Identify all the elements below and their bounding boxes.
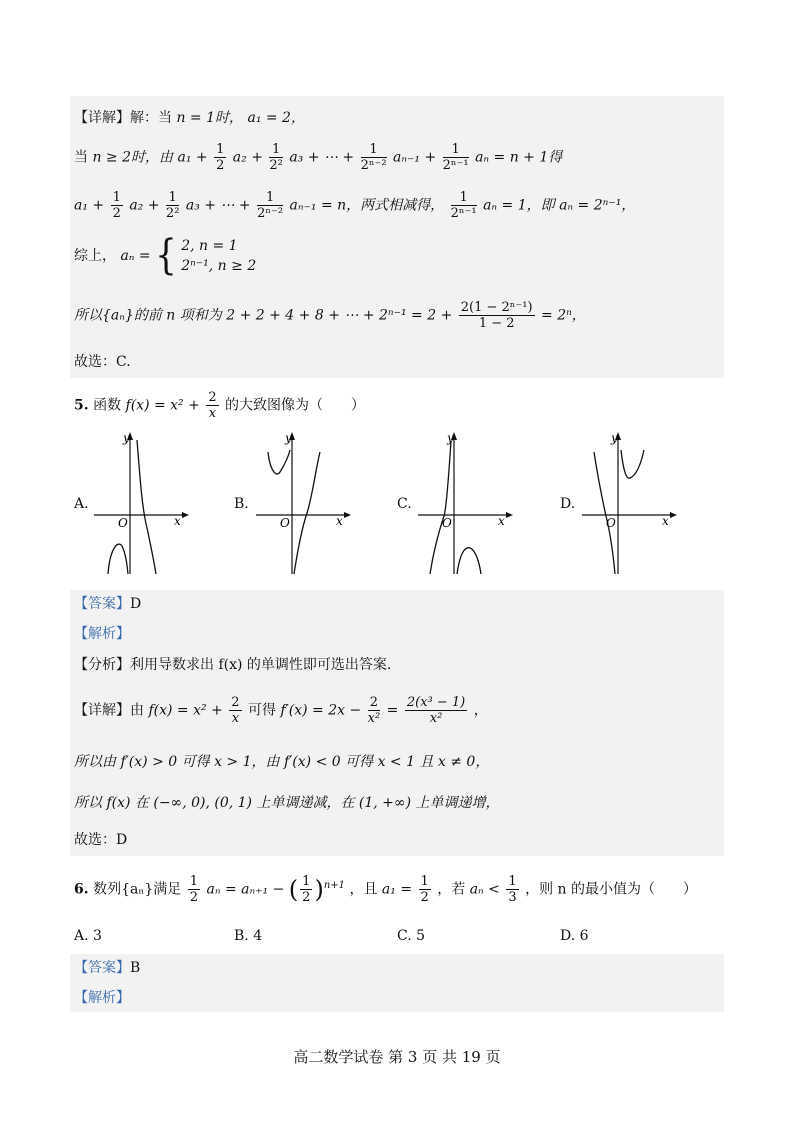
option-6d: D. 6: [560, 928, 589, 944]
solution-line-4: 综上， aₙ = { 2, n = 1 2ⁿ⁻¹, n ≥ 2: [74, 232, 257, 280]
fraction: $\frac{\text{2(x³ − 1)}}{\text{x²}}$: [406, 695, 466, 726]
solution-line-1: 【详解】解：当 n = 1时， a₁ = 2，: [74, 110, 305, 126]
svg-text:y: y: [285, 431, 292, 445]
svg-text:y: y: [447, 431, 454, 445]
fraction: $\frac{1}{2}$: [216, 142, 225, 173]
select-q5: 故选：D: [74, 832, 128, 848]
svg-text:x: x: [336, 514, 343, 528]
fraction: $\frac{1}{3}$: [508, 874, 517, 905]
answer-q6: 【答案】B: [74, 960, 141, 976]
fraction: $\frac{1}{2}$: [302, 874, 311, 905]
svg-text:x: x: [498, 514, 505, 528]
fraction: $\frac{1}{2}$: [112, 190, 121, 221]
option-c-label: C.: [397, 496, 412, 512]
fraction: $\frac{1}{2}$: [420, 874, 429, 905]
option-d-label: D.: [560, 496, 576, 512]
option-6b: B. 4: [234, 928, 263, 944]
monotonic-line-1: 所以由 f′(x) > 0 可得 x > 1，由 f′(x) < 0 可得 x < 1 且 x ≠ 0，: [74, 754, 490, 770]
monotonic-line-2: 所以 f(x) 在 (−∞, 0), (0, 1) 上单调递减，在 (1, +∞) 上单调递增，: [74, 795, 500, 811]
fraction: $\frac{2}{\text{x²}}$: [367, 695, 381, 726]
svg-text:x: x: [174, 514, 181, 528]
fraction: $\frac{1}{\text{2ⁿ⁻¹}}$: [450, 190, 477, 221]
option-6c: C. 5: [397, 928, 426, 944]
svg-text:x: x: [662, 514, 669, 528]
svg-text:O: O: [606, 516, 616, 530]
solution-band-q6: [70, 954, 724, 1012]
brace-icon: {: [155, 232, 177, 280]
graph-option-a: [90, 428, 200, 578]
fraction: $\frac{1}{2}$: [189, 874, 199, 905]
answer-q5: 【答案】D: [74, 596, 142, 612]
fraction: $\frac{1}{\text{2²}}$: [269, 142, 283, 173]
fraction: $\frac{2}{x}$: [231, 695, 240, 726]
analysis-q5: 【分析】利用导数求出 f(x) 的单调性即可选出答案.: [74, 657, 392, 673]
svg-text:O: O: [118, 516, 128, 530]
solution-line-3: a₁ + $\frac{1}{2}$ a₂ + $\frac{1}{\text{2²}}$ a₃ + ⋯ + $\frac{1}{\text{2ⁿ⁻²}}$ aₙ₋₁ = n，两式相减得， $\frac{1}{\text{2ⁿ⁻¹}}$ aₙ = 1，即 aₙ = 2ⁿ⁻¹，: [74, 190, 636, 221]
graph-option-c: [414, 428, 524, 578]
solution-line-5: 所以{aₙ}的前 n 项和为 2 + 2 + 4 + 8 + ⋯ + 2ⁿ⁻¹ = 2 + $\frac{\text{2(1 − 2ⁿ⁻¹)}}{1 - 2}$ = 2ⁿ，: [74, 300, 586, 331]
fraction: $\frac{2}{x}$: [208, 390, 217, 421]
fraction: $\frac{1}{\text{2ⁿ⁻²}}$: [360, 142, 387, 173]
option-6a: A. 3: [74, 928, 102, 944]
question-5-stem: 5. 函数 f(x) = x² + $\frac{2}{x}$ 的大致图像为（ ）: [74, 390, 366, 421]
fraction: $\frac{1}{\text{2²}}$: [165, 190, 180, 221]
svg-text:y: y: [611, 431, 618, 445]
detail-q5: 【详解】由 f(x) = x² + $\frac{2}{x}$ 可得 f′(x) = 2x − $\frac{2}{\text{x²}}$ = $\frac{\text{2(x³ − 1)}}{\text{x²}}$ ，: [74, 695, 488, 726]
analysis-tag-q5: 【解析】: [74, 626, 130, 642]
piecewise-cases: 2, n = 1 2ⁿ⁻¹, n ≥ 2: [181, 238, 257, 274]
solution-line-6: 故选：C.: [74, 354, 131, 370]
svg-text:O: O: [280, 516, 290, 530]
solution-line-2: 当 n ≥ 2时，由 a₁ + $\frac{1}{2}$ a₂ + $\frac{1}{\text{2²}}$ a₃ + ⋯ + $\frac{1}{\text{2ⁿ⁻²}}$ aₙ₋₁ + $\frac{1}{\text{2ⁿ⁻¹}}$ aₙ = n + 1得: [74, 142, 563, 173]
question-6-stem: 6. 数列{aₙ}满足 $\frac{1}{2}$ aₙ = aₙ₊₁ − ( $\frac{1}{2}$ )$^{n+1}$ ，且 a₁ = $\frac{1}{2}$ ，若 aₙ < $\frac{1}{3}$ ，则 n 的最小值为（ ）: [74, 874, 698, 905]
svg-text:y: y: [123, 431, 130, 445]
option-a-label: A.: [74, 496, 89, 512]
page-footer: 高二数学试卷 第 3 页 共 19 页: [293, 1048, 501, 1066]
fraction: $\frac{\text{2(1 − 2ⁿ⁻¹)}}{1 - 2}$: [460, 300, 533, 331]
svg-text:O: O: [442, 516, 452, 530]
analysis-tag-q6: 【解析】: [74, 990, 130, 1006]
graph-option-b: [252, 428, 362, 578]
fraction: $\frac{1}{\text{2ⁿ⁻²}}$: [257, 190, 284, 221]
fraction: $\frac{1}{\text{2ⁿ⁻¹}}$: [442, 142, 469, 173]
graph-option-d: [578, 428, 688, 578]
option-b-label: B.: [234, 496, 249, 512]
